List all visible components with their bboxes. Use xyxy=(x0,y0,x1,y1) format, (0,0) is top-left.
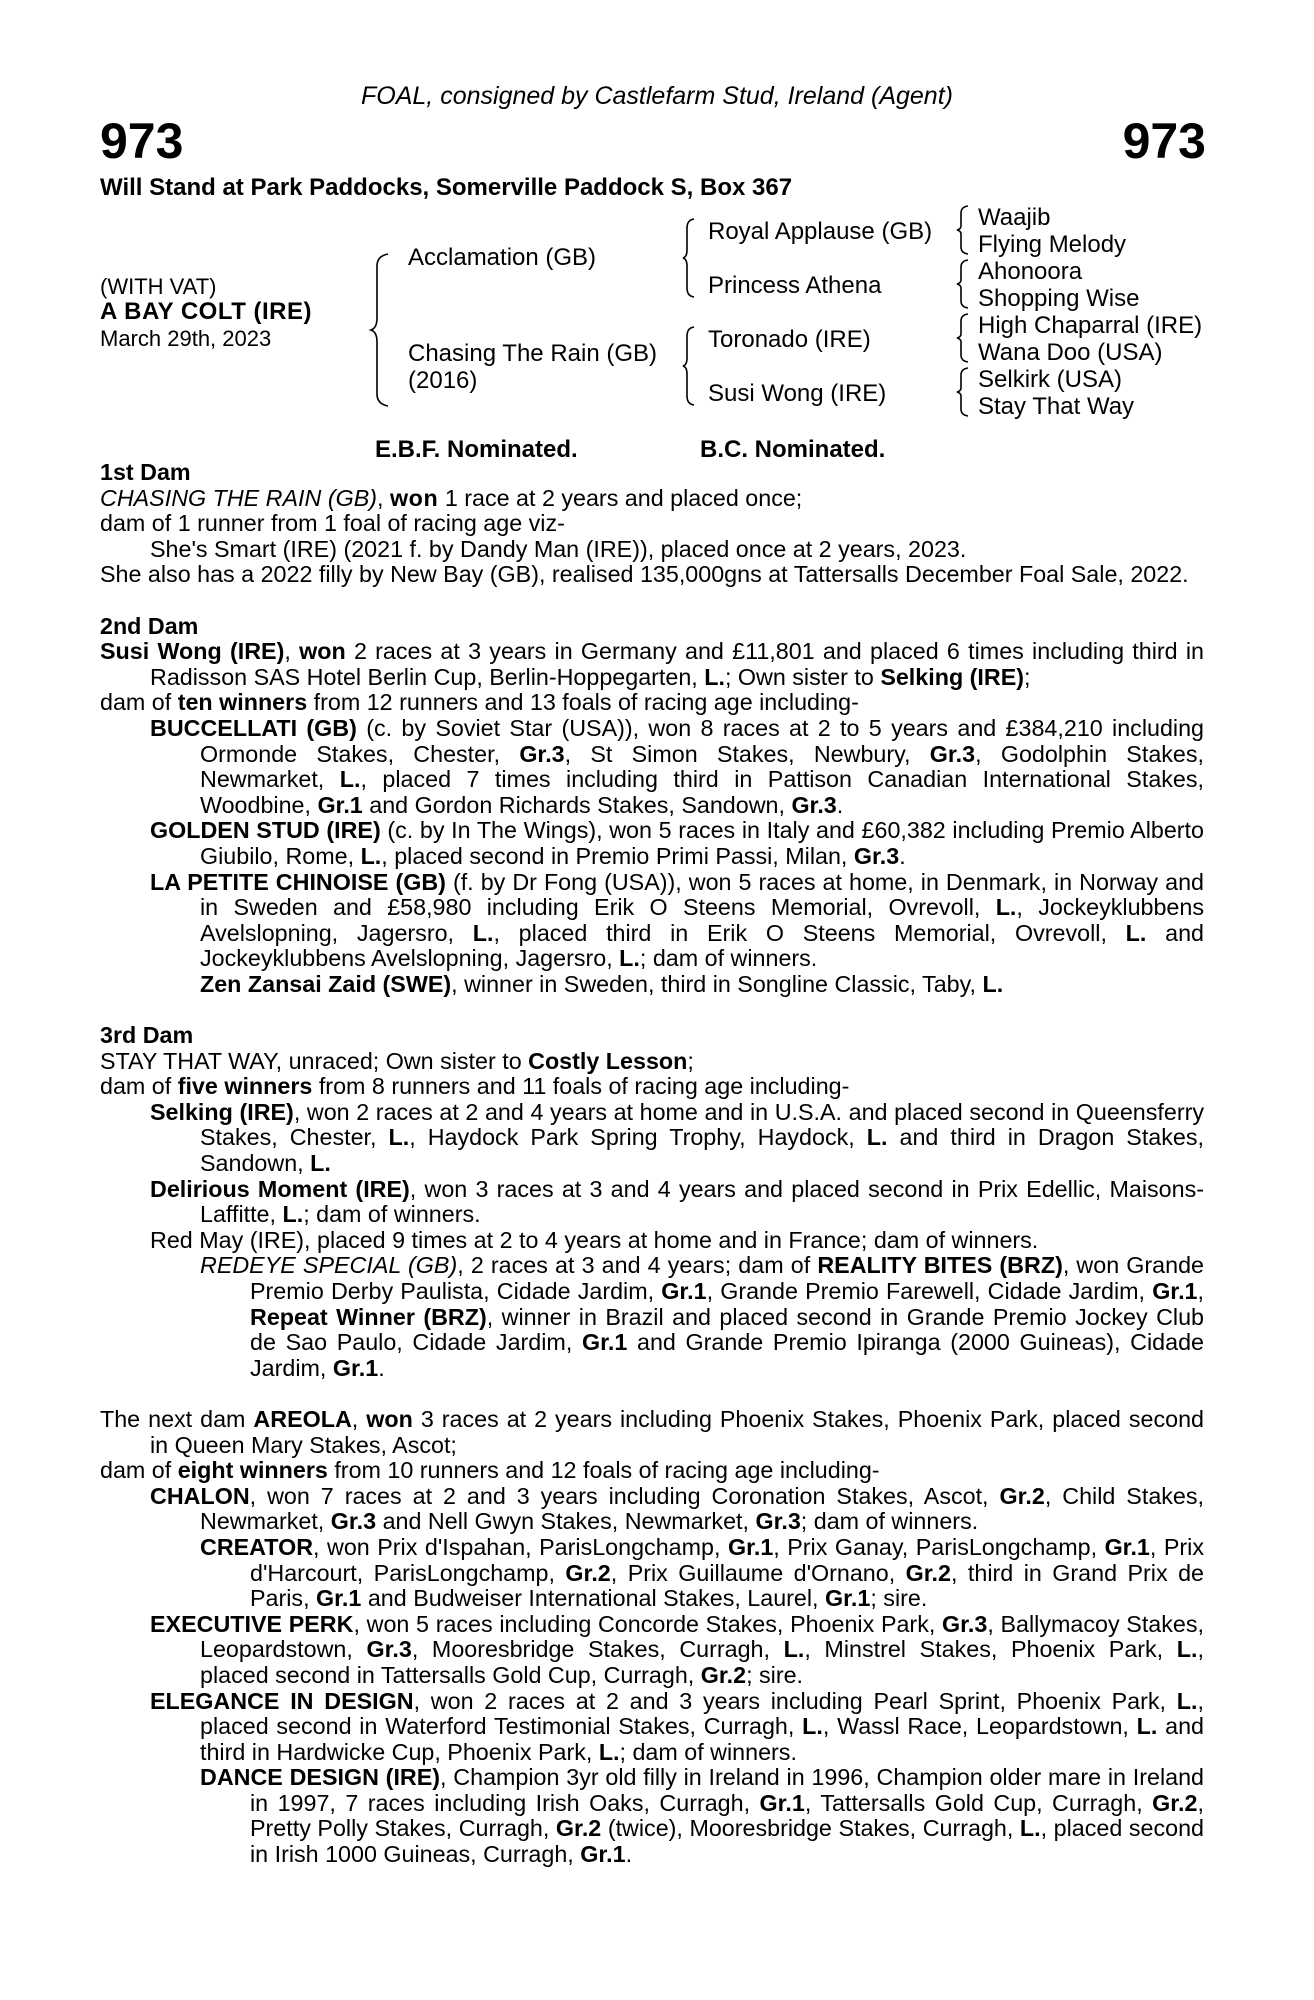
text: , Minstrel Stakes, Phoenix Park, xyxy=(804,1636,1177,1663)
bold-text: Gr.2 xyxy=(905,1559,951,1586)
bold-text: Costly Lesson xyxy=(528,1047,688,1074)
first-dam-produce-summary: dam of 1 runner from 1 foal of racing age viz- xyxy=(100,510,565,537)
text: , xyxy=(1197,1278,1205,1304)
bold-text: GOLDEN STUD (IRE) xyxy=(150,817,381,844)
text: ; dam of winners. xyxy=(800,1508,979,1535)
text: dam of xyxy=(100,1073,178,1100)
bold-text: AREOLA xyxy=(253,1405,352,1432)
text: , won 5 races including Concorde Stakes, Phoenix Park, xyxy=(353,1610,942,1637)
bold-text: L. xyxy=(866,1124,888,1151)
bold-text: Gr.1 xyxy=(1104,1533,1150,1560)
bold-text: Gr.1 xyxy=(317,791,363,818)
text: , won 2 races at 2 and 4 years at home and in U.S.A. and placed second in Queensferry Stakes, Chester, xyxy=(200,1098,1204,1151)
text: ; dam of winners. xyxy=(303,1201,481,1228)
text: , Jockeyklubbens Avelslopning, Jagersro, xyxy=(200,894,1204,946)
text: , 2 races at 3 and 4 years; dam of xyxy=(457,1252,818,1279)
text: , Haydock Park Spring Trophy, Haydock, xyxy=(409,1124,867,1151)
pedigree-g3-2: Flying Melody xyxy=(978,231,1127,258)
text: , placed second in Tattersalls Gold Cup, Curragh, xyxy=(200,1636,1204,1688)
bold-text: Gr.3 xyxy=(942,1610,988,1637)
italic-text: REDEYE SPECIAL (GB) xyxy=(200,1252,458,1279)
bold-text: L. xyxy=(388,1124,410,1151)
text: dam of xyxy=(100,689,178,716)
second-dam-produce-list xyxy=(100,716,1204,998)
bold-text: ten winners xyxy=(177,689,308,716)
produce-entry xyxy=(100,1228,1204,1254)
produce-entry xyxy=(100,1253,1204,1381)
next-dam-produce-summary xyxy=(100,1458,1204,1484)
next-dam-summary xyxy=(100,1407,1204,1458)
lot-number-right: 973 xyxy=(1122,113,1206,169)
bold-text: Gr.3 xyxy=(853,842,900,869)
text: , Pretty Polly Stakes, Curragh, xyxy=(250,1789,1204,1842)
text: , winner in Sweden, third in Songline Classic, Taby, xyxy=(451,970,983,997)
text: (twice), Mooresbridge Stakes, Curragh, xyxy=(601,1815,1020,1842)
produce-entry xyxy=(100,1484,1204,1535)
bold-text: Gr.1 xyxy=(316,1585,362,1612)
text: , placed second in Premio Primi Passi, Milan, xyxy=(381,842,854,869)
bold-text: won xyxy=(299,638,346,665)
bold-text: Gr.1 xyxy=(727,1533,774,1560)
text: from 10 runners and 12 foals of racing age including- xyxy=(327,1457,880,1484)
pedigree-g3-3: Ahonoora xyxy=(978,258,1083,285)
second-dam-summary xyxy=(100,639,1204,690)
bold-text: ELEGANCE IN DESIGN xyxy=(150,1687,414,1714)
next-dam-produce-list xyxy=(100,1484,1204,1868)
bracket-horse xyxy=(370,250,390,410)
text: . xyxy=(625,1841,633,1868)
text: . xyxy=(836,791,844,818)
vat-label: (WITH VAT) xyxy=(100,274,217,299)
produce-entry xyxy=(100,1765,1204,1867)
pedigree-sire-sire: Royal Applause (GB) xyxy=(708,218,933,245)
produce-entry xyxy=(100,818,1204,869)
produce-record xyxy=(100,460,1204,1868)
ebf-nomination: E.B.F. Nominated. xyxy=(375,436,578,463)
bold-text: BUCCELLATI (GB) xyxy=(150,714,357,741)
text: , won Grande Premio Derby Paulista, Cidade Jardim, xyxy=(250,1252,1204,1304)
text: and Jockeyklubbens Avelslopning, Jagersro, xyxy=(200,919,1205,972)
text: , Prix Ganay, ParisLongchamp, xyxy=(773,1533,1105,1560)
bold-text: Gr.3 xyxy=(330,1508,377,1535)
first-dam-heading: 1st Dam xyxy=(100,459,191,485)
bold-text: L. xyxy=(1019,1815,1041,1842)
bold-text: L. xyxy=(995,894,1017,921)
text: ; Own sister to xyxy=(724,663,881,690)
bold-text: Gr.2 xyxy=(555,1815,602,1842)
text: , placed second in Waterford Testimonial Stakes, Curragh, xyxy=(200,1687,1204,1740)
bold-text: EXECUTIVE PERK xyxy=(150,1610,354,1637)
bold-text: L. xyxy=(339,766,361,793)
bold-text: Gr.3 xyxy=(929,740,976,767)
text: (c. by In The Wings), won 5 races in Italy and £60,382 including Premio Alberto Giubilo, Rome, xyxy=(200,817,1204,869)
text: and Budweiser International Stakes, Laurel, xyxy=(361,1585,826,1612)
produce-entry xyxy=(100,1612,1204,1689)
pedigree-g3-4: Shopping Wise xyxy=(978,285,1140,312)
pedigree-sire-dam: Princess Athena xyxy=(708,272,882,299)
bold-text: Gr.3 xyxy=(366,1636,412,1663)
bold-text: Gr.3 xyxy=(519,740,565,767)
third-dam-summary xyxy=(100,1049,1204,1075)
lot-number-left: 973 xyxy=(100,113,184,169)
text: , Wassl Race, Leopardstown, xyxy=(822,1713,1137,1740)
bold-text: L. xyxy=(982,970,1004,997)
bracket-g3-1 xyxy=(956,204,970,256)
third-dam-heading: 3rd Dam xyxy=(100,1022,194,1049)
text: , xyxy=(351,1405,367,1432)
bracket-dam xyxy=(682,324,696,408)
pedigree-g3-7: Selkirk (USA) xyxy=(978,366,1123,393)
text: , Godolphin Stakes, Newmarket, xyxy=(200,740,1204,793)
text: , won 7 races at 2 and 3 years including Coronation Stakes, Ascot, xyxy=(249,1482,1000,1509)
first-dam-section xyxy=(100,460,1204,588)
bracket-sire xyxy=(682,216,696,300)
bold-text: Gr.1 xyxy=(580,1841,626,1868)
produce-entry xyxy=(100,972,1204,998)
bc-nomination: B.C. Nominated. xyxy=(700,436,886,463)
bold-text: Susi Wong (IRE) xyxy=(100,638,285,665)
text: , Champion 3yr old filly in Ireland in 1996, Champion older mare in Ireland in 1997, 7 races including Irish Oaks, Curragh, xyxy=(250,1764,1204,1816)
bracket-g3-2 xyxy=(956,258,970,310)
text: dam of xyxy=(100,1457,178,1484)
next-dam-section xyxy=(100,1407,1204,1868)
text: and Nell Gwyn Stakes, Newmarket, xyxy=(376,1508,756,1535)
third-dam-produce-list xyxy=(100,1100,1204,1382)
bold-text: REALITY BITES (BRZ) xyxy=(817,1252,1063,1279)
text: , St Simon Stakes, Newbury, xyxy=(564,740,930,767)
produce-entry xyxy=(100,1177,1204,1228)
bold-text: Gr.1 xyxy=(332,1354,379,1381)
bold-text: L. xyxy=(472,919,494,946)
third-dam-section xyxy=(100,1023,1204,1381)
text: STAY THAT WAY, unraced; Own sister to xyxy=(100,1047,529,1074)
text: ; xyxy=(687,1047,694,1074)
bold-text: Selking (IRE) xyxy=(150,1098,294,1125)
bold-text: L. xyxy=(1125,919,1147,946)
bold-text: CREATOR xyxy=(200,1533,314,1560)
pedigree-g3-8: Stay That Way xyxy=(978,393,1135,420)
third-dam-produce-summary xyxy=(100,1074,1204,1100)
bold-text: won xyxy=(366,1405,413,1432)
bracket-g3-4 xyxy=(956,366,970,418)
bold-text: Gr.2 xyxy=(700,1661,747,1688)
bold-text: Gr.1 xyxy=(1152,1278,1198,1304)
text: and Grande Premio Ipiranga (2000 Guineas), Cidade Jardim, xyxy=(250,1329,1204,1381)
bold-text: Gr.3 xyxy=(791,791,837,818)
text: ; sire. xyxy=(870,1585,928,1612)
text: 3 races at 2 years including Phoenix Stakes, Phoenix Park, placed second in Queen Mary Stakes, Ascot; xyxy=(150,1405,1204,1458)
text: , placed second in Irish 1000 Guineas, Curragh, xyxy=(250,1815,1204,1868)
text: , won 3 races at 3 and 4 years and placed second in Prix Edellic, Maisons-Laffitte, xyxy=(200,1175,1204,1228)
pedigree-dam-dam: Susi Wong (IRE) xyxy=(708,380,887,407)
bold-text: L. xyxy=(1176,1636,1198,1663)
bold-text: Gr.2 xyxy=(565,1559,611,1586)
first-dam-note: She also has a 2022 filly by New Bay (GB), realised 135,000gns at Tattersalls December Foal Sale, 2022. xyxy=(100,561,1189,588)
bold-text: five winners xyxy=(177,1073,313,1100)
bold-text: Zen Zansai Zaid (SWE) xyxy=(200,970,452,997)
text: , third in Grand Prix de Paris, xyxy=(250,1559,1204,1612)
pedigree-g3-5: High Chaparral (IRE) xyxy=(978,312,1203,339)
text: , placed third in Erik O Steens Memorial, Ovrevoll, xyxy=(493,919,1126,946)
second-dam-section xyxy=(100,614,1204,998)
first-dam-summary: CHASING THE RAIN (GB), won 1 race at 2 years and placed once; xyxy=(100,484,803,511)
foaling-date: March 29th, 2023 xyxy=(100,326,272,351)
bracket-g3-3 xyxy=(956,312,970,364)
consignment-line: FOAL, consigned by Castlefarm Stud, Ireland (Agent) xyxy=(361,82,953,110)
text: , placed 7 times including third in Pattison Canadian International Stakes, Woodbine, xyxy=(200,766,1204,818)
bold-text: Repeat Winner (BRZ) xyxy=(250,1303,487,1330)
bold-text: L. xyxy=(282,1201,304,1228)
pedigree-dam-sire: Toronado (IRE) xyxy=(708,326,871,353)
text: , won 2 races at 2 and 3 years including Pearl Sprint, Phoenix Park, xyxy=(413,1687,1177,1714)
bold-text: Gr.1 xyxy=(581,1329,628,1356)
pedigree-g3-6: Wana Doo (USA) xyxy=(978,339,1163,366)
bold-text: L. xyxy=(802,1713,823,1740)
text: , Ballymacoy Stakes, Leopardstown, xyxy=(200,1610,1204,1663)
text: (f. by Dr Fong (USA)), won 5 races at home, in Denmark, in Norway and in Sweden and £58,980 including Erik O Steens Memorial, Ovrevoll, xyxy=(200,868,1204,921)
bold-text: L. xyxy=(360,842,382,869)
text: , Prix Guillaume d'Ornano, xyxy=(610,1559,906,1586)
text: and third in Dragon Stakes, Sandown, xyxy=(200,1124,1204,1177)
text: , won Prix d'Ispahan, ParisLongchamp, xyxy=(313,1533,728,1560)
produce-entry xyxy=(100,870,1204,972)
produce-entry xyxy=(100,1689,1204,1766)
bold-text: Gr.2 xyxy=(1152,1789,1198,1816)
text: Red May (IRE), placed 9 times at 2 to 4 years at home and in France; dam of winners. xyxy=(150,1226,1039,1253)
bold-text: eight winners xyxy=(177,1457,328,1484)
stand-location: Will Stand at Park Paddocks, Somerville Paddock S, Box 367 xyxy=(100,174,793,201)
text: , winner in Brazil and placed second in Grande Premio Jockey Club de Sao Paulo, Cidade Jardim, xyxy=(250,1303,1204,1356)
bold-text: L. xyxy=(310,1150,331,1177)
pedigree-g3-1: Waajib xyxy=(978,204,1051,231)
text: from 12 runners and 13 foals of racing age including- xyxy=(307,689,859,716)
bold-text: LA PETITE CHINOISE (GB) xyxy=(150,868,446,895)
bold-text: L. xyxy=(1176,1687,1198,1714)
text: , Child Stakes, Newmarket, xyxy=(200,1482,1204,1535)
second-dam-heading: 2nd Dam xyxy=(100,612,199,639)
text: ; sire. xyxy=(746,1661,804,1688)
horse-name: A BAY COLT (IRE) xyxy=(100,298,313,325)
produce-entry xyxy=(100,716,1204,818)
bold-text: L. xyxy=(1136,1713,1158,1740)
bold-text: L. xyxy=(704,663,725,690)
second-dam-produce-summary xyxy=(100,690,1204,716)
text: , Grande Premio Farewell, Cidade Jardim, xyxy=(706,1278,1153,1304)
pedigree-sire: Acclamation (GB) xyxy=(408,244,597,271)
text: . xyxy=(899,842,906,869)
produce-entry xyxy=(100,1535,1204,1612)
text: , xyxy=(284,638,300,665)
text: . xyxy=(378,1354,385,1381)
bold-text: L. xyxy=(598,1738,620,1765)
text: , Tattersalls Gold Cup, Curragh, xyxy=(804,1789,1153,1816)
bold-text: Selking (IRE) xyxy=(880,663,1024,690)
text: ; dam of winners. xyxy=(619,1738,797,1765)
text: ; dam of winners. xyxy=(639,945,818,972)
text: from 8 runners and 11 foals of racing age including- xyxy=(312,1073,850,1100)
bold-text: Gr.2 xyxy=(999,1482,1045,1509)
bold-text: Gr.1 xyxy=(825,1585,871,1612)
text: The next dam xyxy=(100,1405,254,1432)
pedigree-dam-year: (2016) xyxy=(408,367,478,394)
text: and third in Hardwicke Cup, Phoenix Park, xyxy=(200,1713,1204,1765)
bold-text: L. xyxy=(783,1636,805,1663)
text: , Mooresbridge Stakes, Curragh, xyxy=(411,1636,784,1663)
text: , Prix d'Harcourt, ParisLongchamp, xyxy=(250,1533,1204,1586)
bold-text: Gr.3 xyxy=(755,1508,801,1535)
bold-text: L. xyxy=(619,945,640,972)
produce-entry xyxy=(100,1100,1204,1177)
bold-text: Gr.1 xyxy=(759,1789,805,1816)
text: 2 races at 3 years in Germany and £11,801 and placed 6 times including third in Radisson SAS Hotel Berlin Cup, Berlin-Hoppegarten, xyxy=(150,638,1204,690)
text: (c. by Soviet Star (USA)), won 8 races at 2 to 5 years and £384,210 including Ormonde Stakes, Chester, xyxy=(200,714,1205,767)
text: and Gordon Richards Stakes, Sandown, xyxy=(362,791,792,818)
bold-text: DANCE DESIGN (IRE) xyxy=(200,1764,441,1791)
pedigree-dam: Chasing The Rain (GB) xyxy=(408,340,657,367)
bold-text: Delirious Moment (IRE) xyxy=(150,1175,410,1202)
text: ; xyxy=(1024,663,1031,690)
first-dam-produce-entry: She's Smart (IRE) (2021 f. by Dandy Man (IRE)), placed once at 2 years, 2023. xyxy=(150,535,967,562)
bold-text: Gr.1 xyxy=(661,1278,707,1304)
bold-text: CHALON xyxy=(150,1482,250,1509)
